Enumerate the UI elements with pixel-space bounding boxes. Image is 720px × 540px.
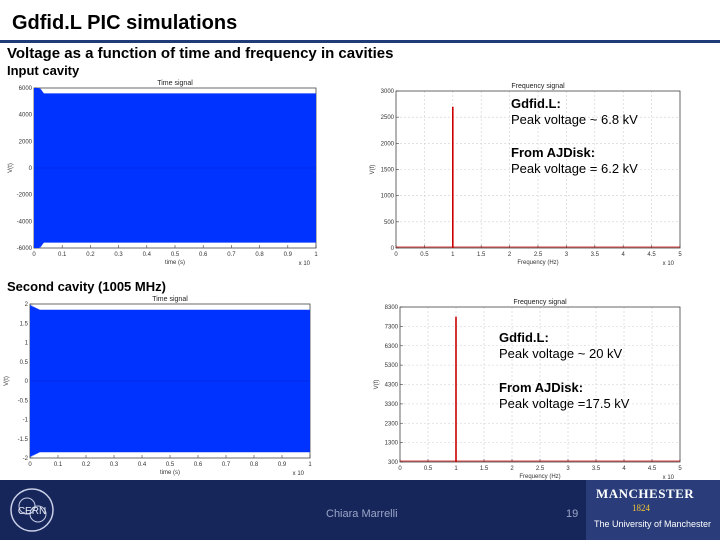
manchester-logo-year: 1824 [632, 503, 650, 513]
x-tick-label: 0.8 [255, 252, 264, 258]
cern-logo-text: CERN [17, 506, 47, 517]
y-tick-label: 1000 [380, 193, 394, 200]
x-tick-label: 0.5 [165, 462, 175, 468]
page-number: 19 [566, 508, 579, 520]
y-tick-label: 300 [387, 460, 398, 466]
second-gdfidl-heading: Gdfid.L: [499, 330, 549, 345]
slide-title: Gdfid.L PIC simulations [12, 12, 238, 34]
y-tick-label: -1.5 [17, 436, 28, 443]
x-tick-label: 0.8 [249, 462, 259, 468]
y-tick-label: 8300 [384, 305, 398, 311]
second-gdfidl-value: Peak voltage ~ 20 kV [499, 346, 623, 361]
input-time-plot [0, 78, 320, 274]
input-gdfidl-annotation [511, 96, 638, 128]
plot-title: Frequency signal [511, 83, 565, 90]
y-tick-label: 4000 [18, 112, 32, 119]
cern-logo [8, 486, 56, 534]
x-tick-label: 0.5 [420, 252, 429, 258]
x-tick-label: 0.2 [86, 252, 95, 258]
input-ajdisk-heading: From AJDisk: [511, 145, 596, 160]
title-underline [0, 40, 720, 43]
x-tick-label: 2.5 [535, 466, 545, 472]
x-tick-label: 0.7 [221, 462, 231, 468]
x-tick-label: 5 [678, 466, 682, 472]
x-tick-label: 0.6 [199, 252, 208, 258]
plot-title: Frequency signal [513, 299, 567, 306]
second-cavity-label: Second cavity (1005 MHz) [7, 279, 166, 294]
x-axis-exponent: x 10 [292, 471, 304, 477]
x-axis-label: time (s) [165, 260, 185, 266]
y-tick-label: 1300 [384, 440, 398, 447]
manchester-logo-caption: The University of Manchester [594, 519, 712, 529]
input-cavity-label: Input cavity [7, 63, 80, 78]
x-tick-label: 2 [507, 252, 512, 258]
x-tick-label: 2.5 [533, 252, 543, 258]
x-tick-label: 1 [314, 252, 318, 258]
x-axis-exponent: x 10 [662, 475, 674, 480]
y-tick-label: 7300 [384, 324, 398, 331]
manchester-logo-name: MANCHESTER [596, 486, 695, 501]
x-tick-label: 0.1 [53, 462, 63, 468]
x-tick-label: 3 [564, 252, 569, 258]
x-tick-label: 1.5 [479, 466, 489, 472]
x-axis-exponent: x 10 [662, 261, 674, 267]
y-tick-label: 6000 [18, 86, 32, 92]
x-tick-label: 0.5 [423, 466, 433, 472]
x-axis-label: Frequency (Hz) [517, 260, 559, 266]
second-ajdisk-value: Peak voltage =17.5 kV [499, 396, 630, 411]
x-tick-label: 1 [451, 252, 455, 258]
x-tick-label: 0.4 [137, 462, 147, 468]
x-tick-label: 0 [32, 252, 36, 258]
x-tick-label: 0.1 [58, 252, 67, 258]
y-tick-label: 0 [24, 379, 28, 385]
y-tick-label: 2300 [384, 421, 398, 428]
input-gdfidl-heading: Gdfid.L: [511, 96, 561, 111]
x-tick-label: 0 [398, 466, 402, 472]
x-tick-label: 5 [678, 252, 682, 258]
x-tick-label: 3 [566, 466, 570, 472]
x-tick-label: 0 [394, 252, 398, 258]
second-ajdisk-annotation [499, 380, 629, 412]
input-gdfidl-value: Peak voltage ~ 6.8 kV [511, 112, 638, 127]
plot-title: Time signal [157, 80, 193, 87]
y-axis-label: V(t) [4, 376, 10, 386]
y-tick-label: 1 [24, 340, 28, 347]
x-tick-label: 0.7 [227, 252, 236, 258]
x-tick-label: 0.4 [142, 252, 151, 258]
y-tick-label: 2000 [380, 141, 394, 148]
x-tick-label: 4.5 [647, 466, 657, 472]
x-tick-label: 0 [28, 462, 32, 468]
y-tick-label: 3300 [384, 401, 398, 408]
y-tick-label: 3000 [380, 89, 394, 95]
x-axis-label: Frequency (Hz) [519, 474, 561, 480]
second-ajdisk-heading: From AJDisk: [499, 380, 584, 395]
y-axis-label: V(t) [8, 163, 14, 173]
plot-title: Time signal [152, 296, 188, 303]
x-tick-label: 0.3 [109, 462, 119, 468]
x-tick-label: 2 [510, 466, 514, 472]
x-tick-label: 4.5 [647, 252, 656, 258]
y-axis-label: V(f) [374, 379, 380, 390]
y-axis-label: V(f) [370, 164, 376, 175]
second-time-plot [0, 290, 320, 480]
x-tick-label: 4 [621, 252, 625, 258]
x-tick-label: 3.5 [591, 466, 601, 472]
y-tick-label: 0 [28, 166, 32, 172]
footer-bar [0, 480, 720, 540]
y-tick-label: -4000 [16, 219, 32, 226]
x-tick-label: 3.5 [590, 252, 599, 258]
input-ajdisk-annotation [511, 145, 638, 177]
second-gdfidl-annotation [499, 330, 622, 362]
x-tick-label: 0.9 [277, 462, 287, 468]
x-tick-label: 1 [308, 462, 312, 468]
x-tick-label: 0.3 [114, 252, 123, 258]
x-tick-label: 0.6 [193, 462, 203, 468]
x-tick-label: 0.5 [170, 252, 180, 258]
y-tick-label: 4300 [384, 382, 398, 389]
slide-subtitle: Voltage as a function of time and frequency in cavities [7, 45, 394, 62]
y-tick-label: -1 [22, 417, 28, 424]
x-tick-label: 1.5 [477, 252, 486, 258]
x-tick-label: 0.9 [283, 252, 292, 258]
presenter-name: Chiara Marrelli [326, 508, 398, 520]
x-tick-label: 1 [454, 466, 458, 472]
x-tick-label: 0.2 [81, 462, 91, 468]
y-tick-label: 2500 [380, 115, 394, 122]
y-tick-label: -0.5 [17, 398, 28, 405]
input-ajdisk-value: Peak voltage = 6.2 kV [511, 161, 638, 176]
y-tick-label: 2000 [18, 139, 32, 146]
y-tick-label: 1.5 [19, 321, 28, 328]
y-tick-label: 6300 [384, 343, 398, 350]
y-tick-label: -2 [22, 456, 28, 462]
y-tick-label: -6000 [16, 246, 32, 252]
manchester-logo [586, 480, 720, 540]
y-tick-label: 5300 [384, 363, 398, 370]
x-tick-label: 4 [622, 466, 626, 472]
y-tick-label: -2000 [16, 192, 32, 199]
y-tick-label: 2 [24, 302, 28, 308]
x-axis-exponent: x 10 [298, 261, 310, 267]
y-tick-label: 0.5 [19, 359, 28, 366]
x-axis-label: time (s) [160, 470, 180, 476]
y-tick-label: 0 [390, 246, 394, 252]
y-tick-label: 1500 [380, 167, 394, 174]
y-tick-label: 500 [383, 219, 394, 226]
